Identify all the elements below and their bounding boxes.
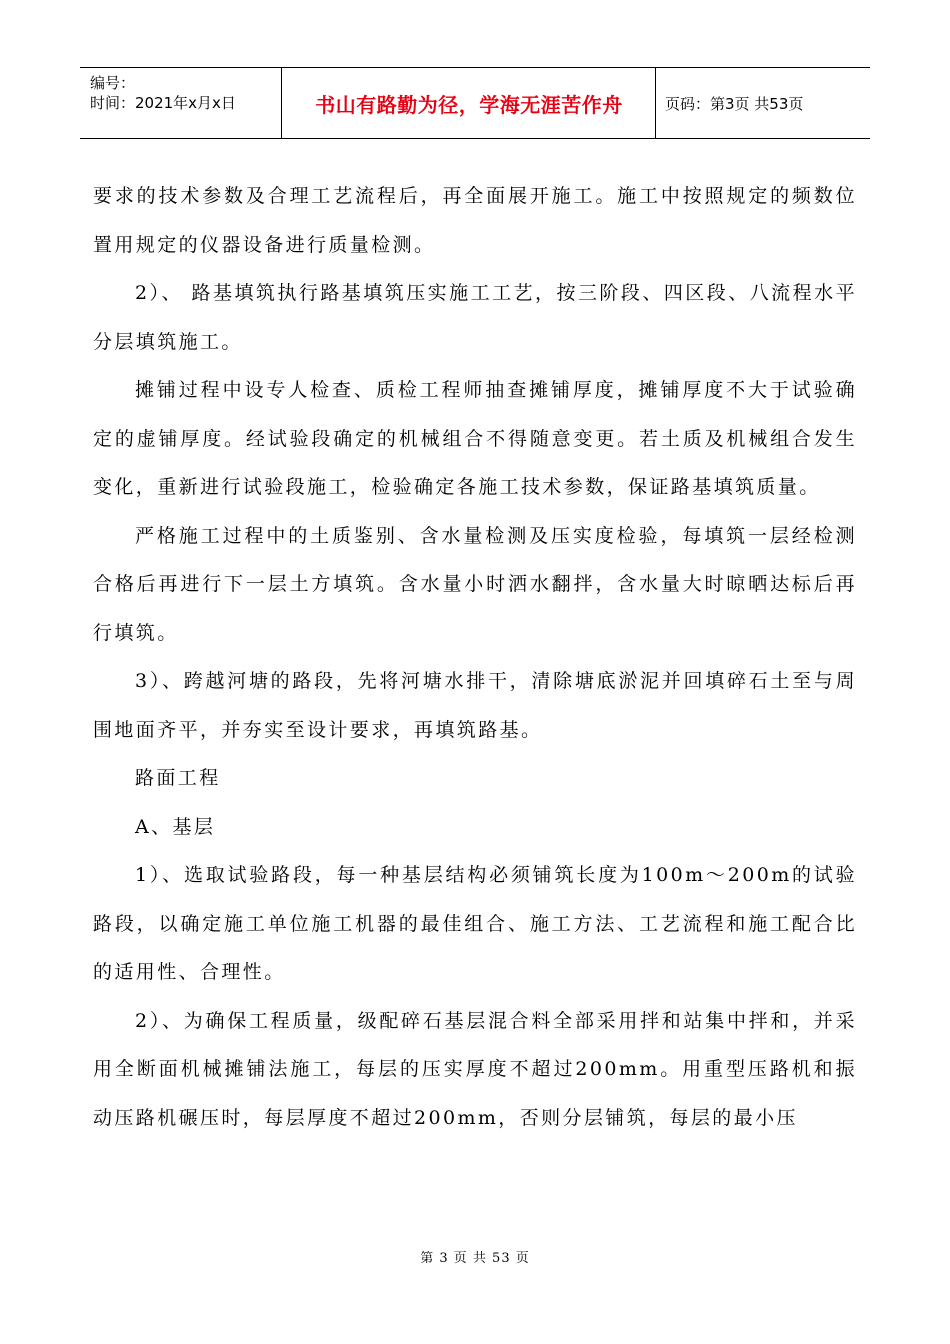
subsection-heading: A、基层 — [135, 815, 216, 838]
section-heading: 路面工程 — [135, 767, 221, 789]
paragraph: 要求的技术参数及合理工艺流程后，再全面展开施工。施工中按照规定的频数位置用规定的仪器设备进行质量检测。 — [93, 185, 857, 256]
paragraph: 2）、为确保工程质量，级配碎石基层混合料全部采用拌和站集中拌和，并采用全断面机械摊铺法施工，每层的压实厚度不超过200mm。用重型压路机和振动压路机碾压时，每层厚度不超过200mm，否则分层铺筑，每层的最小压 — [93, 1009, 857, 1129]
header-motto: 书山有路勤为径，学海无涯苦作舟 — [315, 92, 623, 117]
page-footer: 第 3 页 共 53 页 — [420, 1251, 530, 1266]
time-label: 时间：2021年x月x日 — [90, 94, 236, 112]
paragraph: 严格施工过程中的土质鉴别、含水量检测及压实度检验，每填筑一层经检测合格后再进行下一层土方填筑。含水量小时洒水翻拌，含水量大时晾晒达标后再行填筑。 — [93, 524, 857, 644]
paragraph: 2）、 路基填筑执行路基填筑压实施工工艺，按三阶段、四区段、八流程水平分层填筑施工。 — [93, 282, 857, 353]
page-header — [80, 67, 870, 139]
paragraph: 摊铺过程中设专人检查、质检工程师抽查摊铺厚度，摊铺厚度不大于试验确定的虚铺厚度。经试验段确定的机械组合不得随意变更。若土质及机械组合发生变化，重新进行试验段施工，检验确定各施工技术参数，保证路基填筑质量。 — [93, 379, 857, 498]
header-meta — [80, 68, 280, 138]
number-label: 编号： — [90, 74, 136, 92]
document-body — [93, 172, 857, 1142]
paragraph: 1）、选取试验路段，每一种基层结构必须铺筑长度为100m～200m的试验路段，以确定施工单位施工机器的最佳组合、施工方法、工艺流程和施工配合比的适用性、合理性。 — [93, 864, 857, 983]
header-divider — [281, 68, 282, 138]
header-page-info: 页码：第3页 共53页 — [665, 94, 804, 113]
paragraph: 3）、跨越河塘的路段，先将河塘水排干，清除塘底淤泥并回填碎石土至与周围地面齐平，并夯实至设计要求，再填筑路基。 — [93, 670, 857, 741]
header-divider — [655, 68, 656, 138]
